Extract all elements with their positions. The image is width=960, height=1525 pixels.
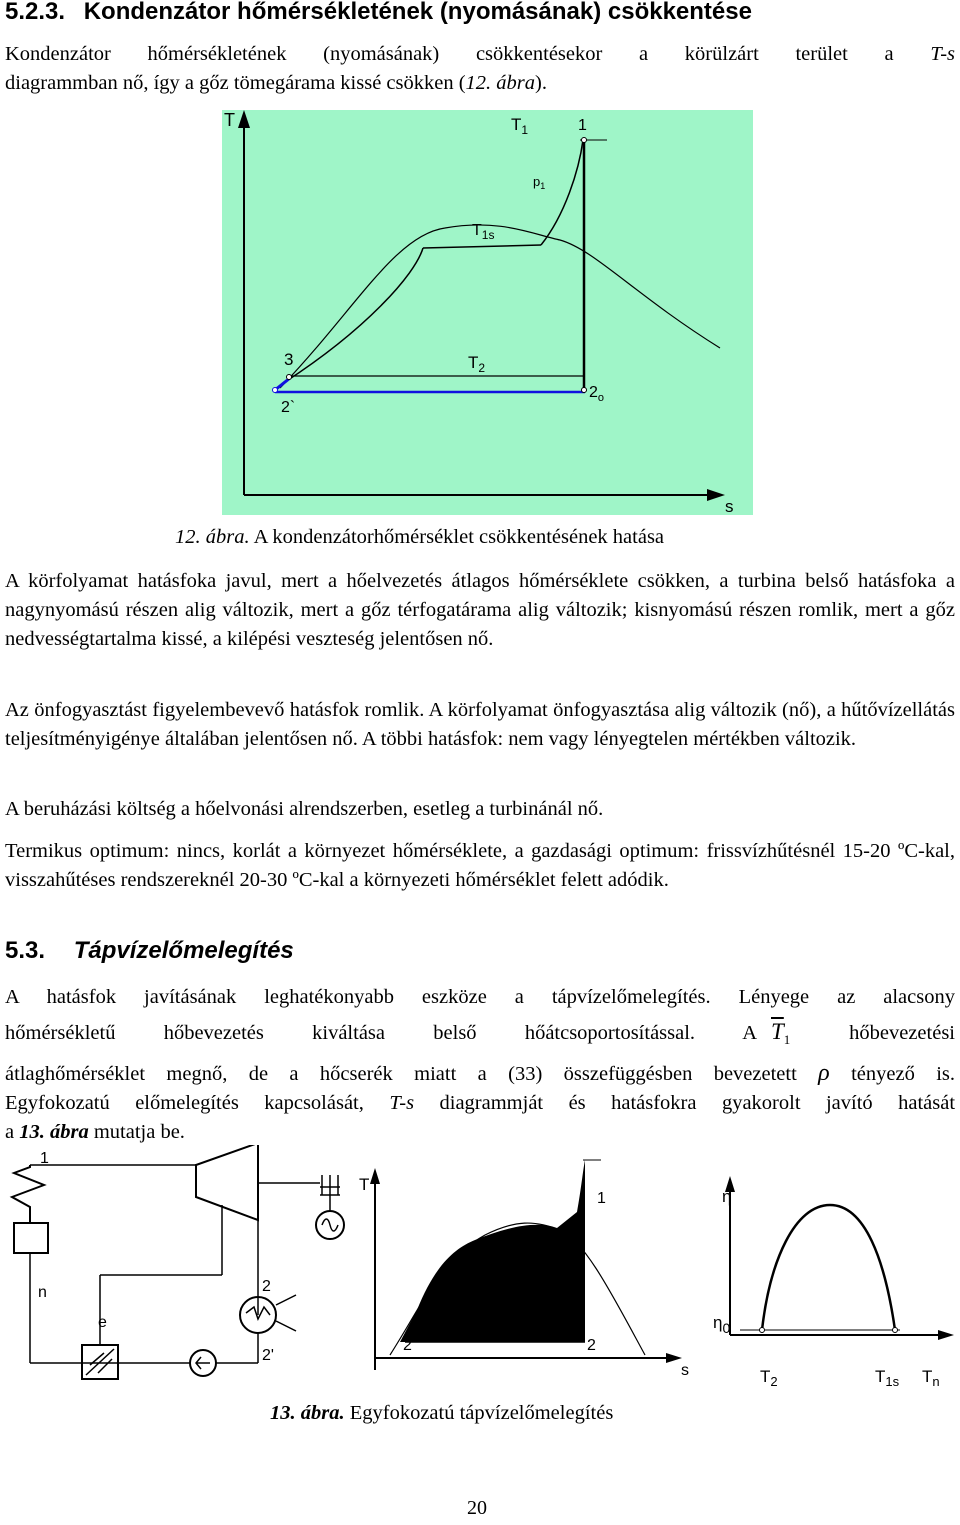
- schematic-label-1: 1: [40, 1150, 49, 1167]
- schematic-label-n: n: [38, 1284, 47, 1301]
- p5-line4a: Egyfokozatú előmelegítés kapcsolását,: [5, 1092, 364, 1115]
- figure-12-background: [222, 110, 753, 515]
- generator-wave: [322, 1219, 338, 1231]
- figure-12-diagram: [215, 100, 760, 520]
- label-point-3: 3: [284, 350, 294, 369]
- intro-paragraph: [5, 40, 955, 98]
- t1-bar-symbol: [771, 1017, 790, 1054]
- schematic-label-2: 2: [262, 1278, 271, 1295]
- point-1-marker: [582, 138, 587, 143]
- t1-bar-subscript: 1: [783, 1032, 791, 1048]
- paragraph-efficiency: A körfolyamat hatásfoka javul, mert a hőelvezetés átlagos hőmérséklete csökken, a turbina belső hatásfoka a nagynyomású részen alig változik, mert a gőz térfogatárama alig változik; kisnyomású részen romlik, mert a gőz nedvességtartalma kissé, a kilépési veszteség jelentősen nő.: [5, 570, 955, 650]
- p5-line2b: hőbevezetési: [849, 1022, 955, 1044]
- figure-12-caption: [175, 526, 664, 549]
- rho-symbol: ρ: [818, 1060, 830, 1087]
- ts-label-t: T: [359, 1175, 370, 1194]
- t1-bar-letter: $\overline{T}$: [771, 1019, 784, 1044]
- figure-13-eta-diagram: [700, 1160, 955, 1390]
- p5-ts: T-s: [389, 1092, 415, 1115]
- boiler-coil: [12, 1165, 44, 1223]
- figure-13-ts-diagram: [345, 1150, 690, 1385]
- section2-number: 5.3.: [5, 937, 46, 964]
- page-number: 20: [467, 1497, 487, 1519]
- p5-line3b: tényező is.: [851, 1063, 956, 1086]
- label-p1: $p_1$: [533, 174, 546, 191]
- point-2o-marker: [582, 388, 587, 393]
- p5-line4b: diagrammját és hatásfokra gyakorolt javító hatását: [439, 1092, 956, 1115]
- figure-13-caption-text: Egyfokozatú tápvízelőmelegítés: [349, 1402, 614, 1424]
- eta-label-t2: $T_2$: [760, 1367, 778, 1389]
- eta-curve: [762, 1205, 895, 1330]
- boiler-box: [14, 1223, 48, 1253]
- ts-cycle: [400, 1160, 585, 1342]
- label-t2: $T_2$: [468, 353, 486, 375]
- eta-label: η: [722, 1187, 732, 1206]
- eta-axis-x-arrow: [938, 1330, 954, 1340]
- ts-label-1: 1: [597, 1190, 606, 1207]
- schematic-label-2prime: 2': [262, 1347, 274, 1364]
- label-t1s: $T_{1s}$: [472, 222, 495, 242]
- eta-point-left: [760, 1328, 765, 1333]
- ts-label-2prime: 2': [403, 1337, 415, 1354]
- p5-line1: A hatásfok javításának leghatékonyabb eszköze a tápvízelőmelegítés. Lényege az alacsony: [5, 986, 955, 1008]
- paragraph-investment: A beruházási költség a hőelvonási alrendszerben, esetleg a turbinánál nő.: [5, 798, 604, 820]
- figure-13-caption: [270, 1402, 613, 1425]
- intro-line2-end: ).: [535, 72, 547, 94]
- p5-line5a: a: [5, 1121, 15, 1144]
- ts-label-s: s: [681, 1362, 689, 1379]
- label-point-2o: $2_o$: [589, 384, 605, 404]
- section-number: 5.2.3.: [5, 0, 66, 25]
- eta-label-t1s: $T_{1s}$: [875, 1367, 900, 1389]
- label-s-axis: s: [725, 497, 734, 516]
- preheater-coil: [86, 1349, 114, 1375]
- pump-arrow: [196, 1357, 210, 1369]
- paragraph-self-consumption: Az önfogyasztást figyelembevevő hatásfok romlik. A körfolyamat önfogyasztása alig változik (nő), a hűtővízellátás teljesítményigénye általában jelentősen nő. A többi hatásfok: nem vagy lényegtelen mértékben változik.: [5, 699, 955, 750]
- ts-s-axis-arrow: [666, 1353, 682, 1363]
- label-point-2prime: 2`: [281, 399, 296, 416]
- schematic-label-e: e: [98, 1314, 107, 1331]
- section2-heading: [5, 937, 294, 965]
- eta-point-right: [893, 1328, 898, 1333]
- section-heading: [5, 0, 752, 26]
- paragraph-optimum: Termikus optimum: nincs, korlát a környezet hőmérséklete, a gazdasági optimum: frissvízhűtésnél 15-20 ºC-kal, visszahűtéses rendszereknél 20-30 ºC-kal a környezeti hőmérséklet felett adódik.: [5, 840, 955, 891]
- eta-label-tn: $T_n$: [922, 1367, 940, 1389]
- cooling-ray1: [276, 1295, 296, 1305]
- figure-13-schematic: [0, 1145, 345, 1390]
- figure-12-caption-label: 12. ábra.: [175, 526, 250, 548]
- section2-title: Tápvízelőmelegítés: [73, 937, 294, 964]
- ts-t-axis-arrow: [370, 1168, 380, 1184]
- label-t1: $T_1$: [511, 115, 529, 137]
- cooling-ray2: [276, 1321, 296, 1331]
- p5-line2a: hőmérsékletű hőbevezetés kiváltása belső hőátcsoportosítással. A: [5, 1022, 757, 1044]
- label-t-axis: T: [224, 110, 235, 130]
- intro-ts: T-s: [930, 43, 955, 65]
- label-point-1: 1: [578, 117, 587, 134]
- p5-line5b: mutatja be.: [93, 1121, 185, 1144]
- turbine: [196, 1145, 258, 1220]
- section-title: Kondenzátor hőmérsékletének (nyomásának) csökkentése: [83, 0, 752, 25]
- point-3-marker: [287, 375, 292, 380]
- eta0-label: $\eta_0$: [713, 1313, 731, 1336]
- figure-12-caption-text: A kondenzátorhőmérséklet csökkentésének hatása: [253, 526, 665, 548]
- intro-line1: Kondenzátor hőmérsékletének (nyomásának) csökkentésekor a körülzárt terület a: [5, 43, 894, 65]
- figure-13-caption-label: 13. ábra.: [270, 1402, 345, 1424]
- intro-line2: diagrammban nő, így a gőz tömegárama kissé csökken (: [5, 72, 466, 94]
- ts-label-e: e: [567, 1297, 576, 1314]
- paragraph-feedwater: [5, 983, 955, 1147]
- point-2prime-marker: [273, 388, 278, 393]
- p5-fig-ref: 13. ábra: [19, 1121, 89, 1144]
- p5-line3a: átlaghőmérséklet megnő, de a hőcserék miatt a (33) összefüggésben bevezetett: [5, 1063, 797, 1086]
- intro-fig-ref: 12. ábra: [465, 72, 536, 94]
- ts-label-2: 2: [587, 1337, 596, 1354]
- ts-label-n: n: [420, 1297, 429, 1314]
